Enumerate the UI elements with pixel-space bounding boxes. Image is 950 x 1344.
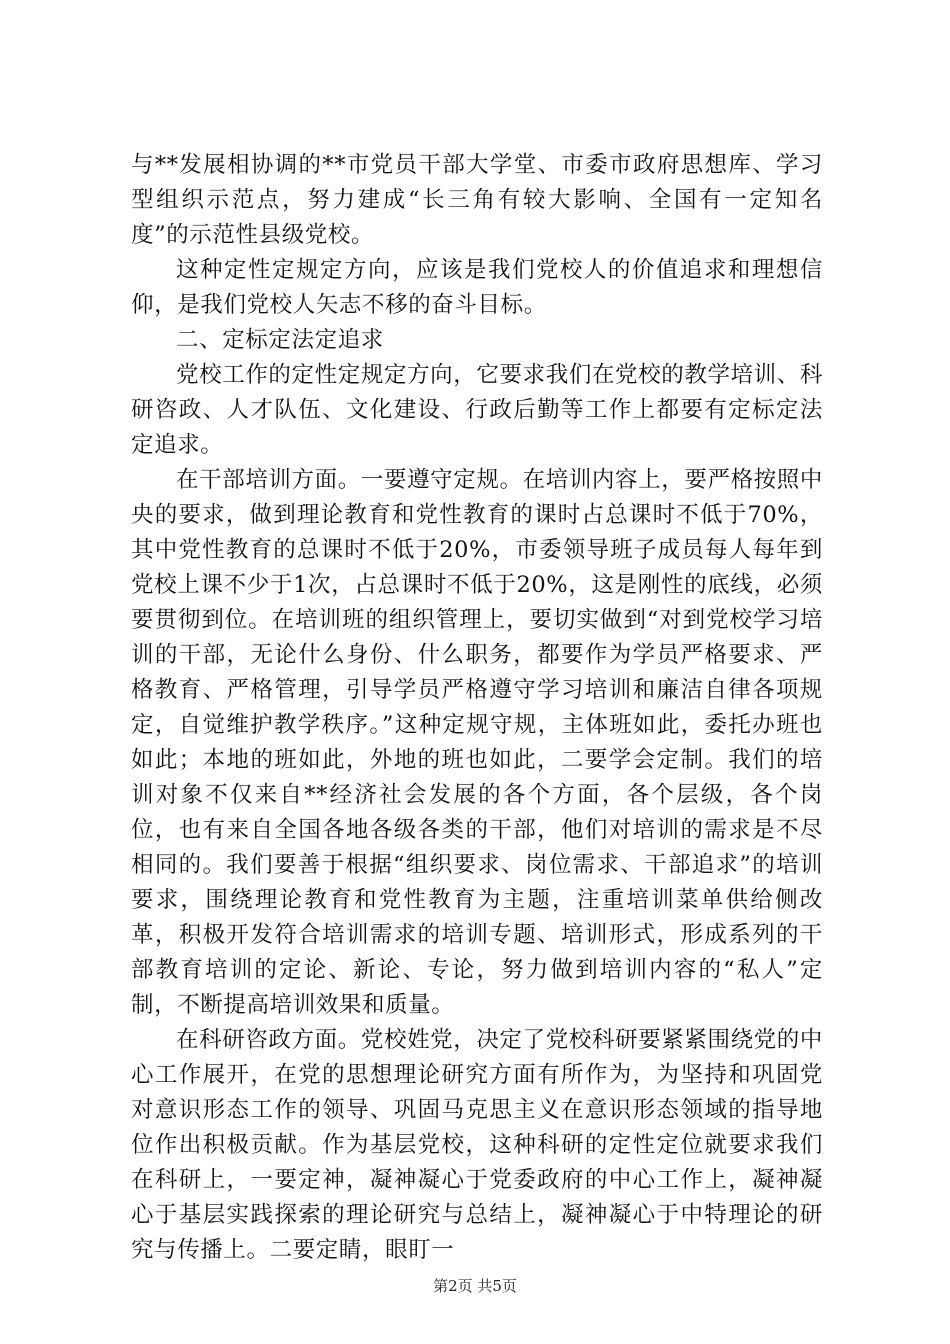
section-heading: 二、定标定法定追求	[176, 327, 384, 353]
document-body	[131, 148, 823, 1268]
paragraph-cadre-training: 在干部培训方面。一要遵守定规。在培训内容上，要严格按照中央的要求，做到理论教育和党性教育的课时占总课时不低于70%，其中党性教育的总课时不低于20%，市委领导班子成员每人每年到党校上课不少于1次，占总课时不低于20%，这是刚性的底线，必须要贯彻到位。在培训班的组织管理上，要切实做到“对到党校学习培训的干部，无论什么身份、什么职务，都要作为学员严格要求、严格教育、严格管理，引导学员严格遵守学习培训和廉洁自律各项规定，自觉维护教学秩序。”这种定规守规，主体班如此，委托办班也如此；本地的班如此，外地的班也如此，二要学会定制。我们的培训对象不仅来自**经济社会发展的各个方面，各个层级，各个岗位，也有来自全国各地各级各类的干部，他们对培训的需求是不尽相同的。我们要善于根据“组织要求、岗位需求、干部追求”的培训要求，围绕理论教育和党性教育为主题，注重培训菜单供给侧改革，积极开发符合培训需求的培训专题、培训形式，形成系列的干部教育培训的定论、新论、专论，努力做到培训内容的“私人”定制，不断提高培训效果和质量。	[131, 467, 823, 1018]
paragraph-continuation: 与**发展相协调的**市党员干部大学堂、市委市政府思想库、学习型组织示范点，努力建成“长三角有较大影响、全国有一定知名度”的示范性县级党校。	[131, 152, 823, 248]
paragraph-value-pursuit: 这种定性定规定方向，应该是我们党校人的价值追求和理想信仰，是我们党校人矢志不移的奋斗目标。	[131, 257, 823, 318]
paragraph-section-intro: 党校工作的定性定规定方向，它要求我们在党校的教学培训、科研咨政、人才队伍、文化建设、行政后勤等工作上都要有定标定法定追求。	[131, 362, 823, 458]
paragraph-research-consulting: 在科研咨政方面。党校姓党，决定了党校科研要紧紧围绕党的中心工作展开，在党的思想理论研究方面有所作为，为坚持和巩固党对意识形态工作的领导、巩固马克思主义在意识形态领域的指导地位作出积极贡献。作为基层党校，这种科研的定性定位就要求我们在科研上，一要定神，凝神凝心于党委政府的中心工作上，凝神凝心于基层实践探索的理论研究与总结上，凝神凝心于中特理论的研究与传播上。二要定睛，眼盯一	[131, 1027, 823, 1263]
page-footer: 第2页 共5页	[433, 1277, 517, 1295]
